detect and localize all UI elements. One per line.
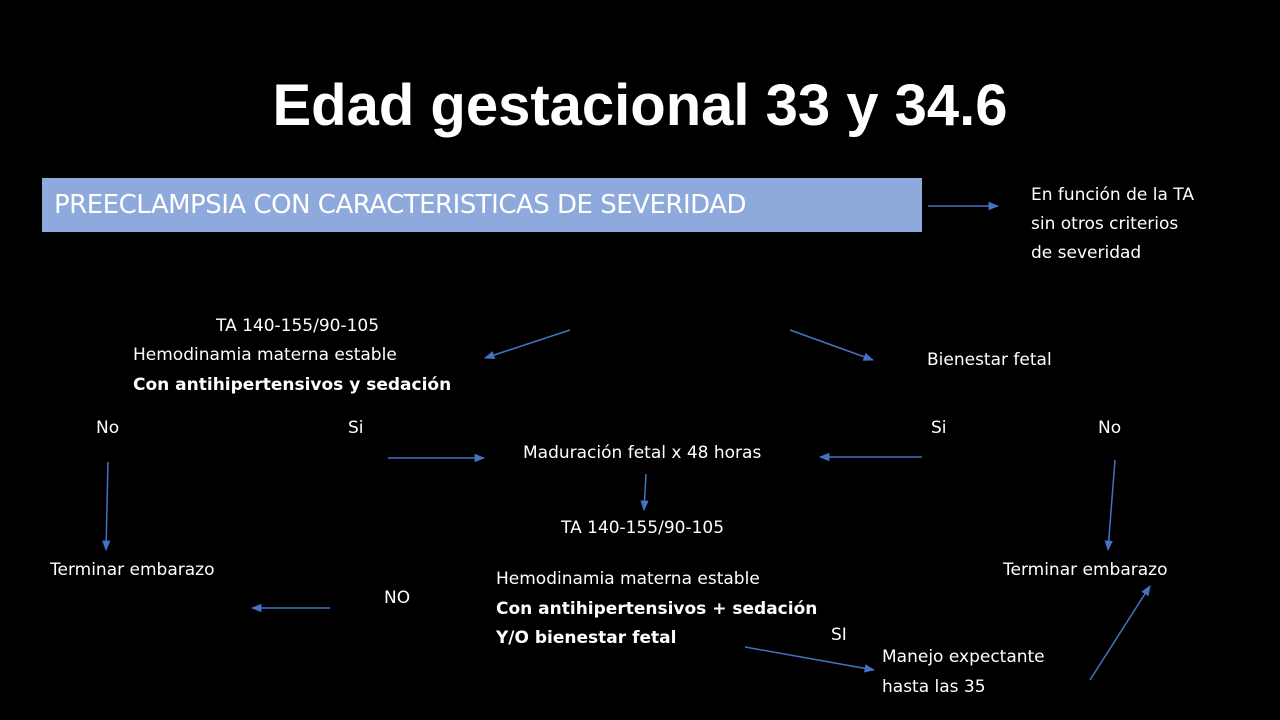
arrow-maduracion-down [644,474,646,510]
arrow-expectant-to-terminar [1090,586,1150,680]
expectant-line-1: Manejo expectante [882,647,1045,667]
expectant-line-2: hasta las 35 [882,677,986,697]
arrow-to-left-branch [485,330,570,358]
center-ta-label: TA 140-155/90-105 [561,518,725,538]
arrow-right-no-down [1108,460,1115,550]
arrow-si-to-expectant [745,647,874,670]
left-no-label: No [96,418,120,438]
center-no-label: NO [384,588,411,608]
left-hemo-label: Hemodinamia materna estable [133,345,397,365]
left-antihip-label: Con antihipertensivos y sedación [133,375,452,395]
left-ta-label: TA 140-155/90-105 [216,316,380,336]
right-si-label: Si [931,418,947,438]
center-si-label: SI [831,625,847,645]
arrow-to-fetal [790,330,873,360]
left-si-label: Si [348,418,364,438]
right-end-label: Terminar embarazo [1003,560,1168,580]
right-no-label: No [1098,418,1122,438]
center-antihip-label: Con antihipertensivos + sedación [496,599,818,619]
note-line-3: de severidad [1031,243,1142,263]
fetal-wellbeing-label: Bienestar fetal [927,350,1052,370]
maduracion-label: Maduración fetal x 48 horas [523,443,762,463]
arrow-left-no-down [106,462,108,550]
center-fetal-label: Y/O bienestar fetal [496,628,677,648]
left-end-label: Terminar embarazo [50,560,215,580]
banner-label: PREECLAMPSIA CON CARACTERISTICAS DE SEVERIDAD [54,190,746,220]
center-hemo-label: Hemodinamia materna estable [496,569,760,589]
page-title: Edad gestacional 33 y 34.6 [272,73,1008,138]
note-line-1: En función de la TA [1031,185,1194,205]
note-line-2: sin otros criterios [1031,214,1179,234]
